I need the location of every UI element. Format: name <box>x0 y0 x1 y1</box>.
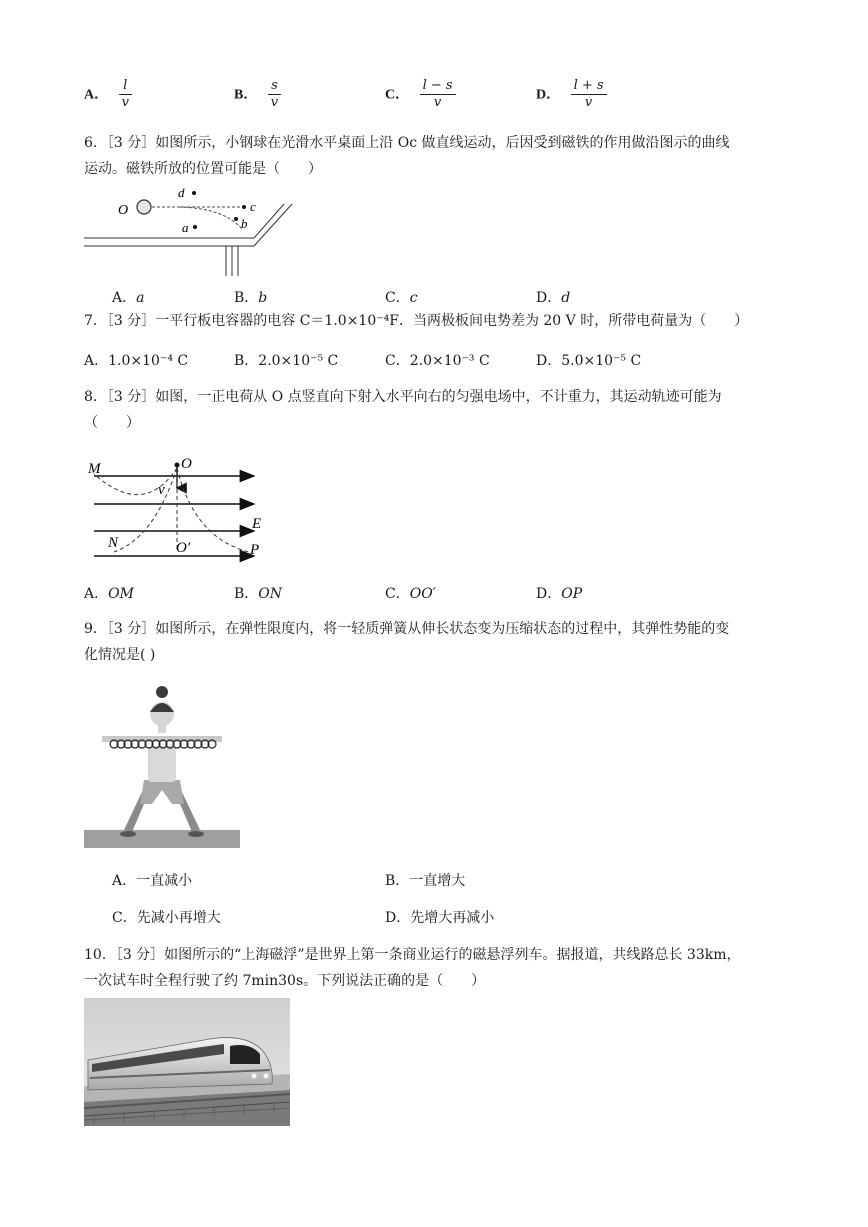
q8-label-o-prime: O′ <box>176 540 191 556</box>
q6-label-b: b <box>241 216 248 231</box>
q6-table-side-edge <box>254 204 284 238</box>
q8-label-v: v <box>158 482 165 498</box>
q8-stem: 8．［3 分］如图，一正电荷从 O 点竖直向下射入水平向右的匀强电场中，不计重力，其运动轨迹可能为 （ ） <box>84 389 722 431</box>
q10-maglev-train-photo <box>84 998 290 1126</box>
q6-option-d[interactable]: D．d <box>536 290 571 306</box>
q8-option-d[interactable]: D．OP <box>536 586 583 602</box>
q6-label-a: a <box>182 220 189 235</box>
q5-option-c[interactable]: C． $\frac{l - s}{v}$ <box>385 78 456 111</box>
q6-option-b[interactable]: B．b <box>234 290 268 306</box>
q8-label-e: E <box>252 516 262 532</box>
q10-headlight <box>252 1074 257 1079</box>
q8-electric-field-figure <box>84 448 284 564</box>
q5-option-a[interactable]: A． $\frac{l}{v}$ <box>84 78 132 111</box>
q8-label-o: O <box>181 456 192 472</box>
q10-stem: 10．［3 分］如图所示的“上海磁浮”是世界上第一条商业运行的磁悬浮列车。据报道，共线路总长 33km， 一次试车时全程行驶了约 7min30s。下列说法正确的是（ ） <box>84 947 741 989</box>
q9-arms <box>102 736 222 742</box>
q6-table-side-edge-2 <box>254 204 292 246</box>
q5-option-b[interactable]: B． $\frac{s}{v}$ <box>234 78 281 111</box>
q6-stem: 6．［3 分］如图所示，小钢球在光滑水平桌面上沿 Oc 做直线运动，后因受到磁铁的作用做沿图示的曲线 运动。磁铁所放的位置可能是（ ） <box>84 135 730 177</box>
q7-stem: 7．［3 分］一平行板电容器的电容 C＝1.0×10⁻⁴F．当两极板间电势差为 20 V 时，所带电荷量为（ ） <box>84 313 749 329</box>
q6-label-c: c <box>250 199 256 214</box>
q9-left-foot <box>120 831 136 837</box>
q6-option-a[interactable]: A．a <box>112 290 145 306</box>
q5-option-d-fraction: $\frac{l + s}{v}$ <box>571 78 607 111</box>
q8-label-m: M <box>88 461 101 477</box>
q6-steel-ball <box>137 200 151 214</box>
q7-option-c[interactable]: C．2.0×10⁻³ C <box>385 353 490 369</box>
q6-label-d: d <box>178 185 185 200</box>
q8-option-a[interactable]: A．OM <box>84 586 134 602</box>
q6-point-c <box>242 205 246 209</box>
q9-hair-bun <box>156 686 168 698</box>
q7-option-b[interactable]: B．2.0×10⁻⁵ C <box>234 353 339 369</box>
q6-label-o: O <box>118 203 129 218</box>
q9-option-a[interactable]: A．一直减小 <box>112 873 193 889</box>
q6-option-c[interactable]: C．c <box>385 290 418 306</box>
q6-point-a <box>193 225 197 229</box>
q9-neck <box>158 725 166 733</box>
q6-point-d <box>192 191 196 195</box>
q8-option-b[interactable]: B．ON <box>234 586 283 602</box>
q5-option-d[interactable]: D． $\frac{l + s}{v}$ <box>536 78 607 111</box>
q9-right-foot <box>188 831 204 837</box>
q5-option-b-fraction: $\frac{s}{v}$ <box>268 78 281 111</box>
q10-headlight-2 <box>264 1074 269 1079</box>
q8-label-p: P <box>250 542 260 558</box>
q5-option-c-fraction: $\frac{l - s}{v}$ <box>420 78 456 111</box>
q9-option-d[interactable]: D．先增大再减小 <box>385 910 495 926</box>
q7-option-d[interactable]: D．5.0×10⁻⁵ C <box>536 353 642 369</box>
q9-torso <box>148 746 176 782</box>
q8-option-c[interactable]: C．OO′ <box>385 586 436 602</box>
q7-option-a[interactable]: A．1.0×10⁻⁴ C <box>84 353 189 369</box>
q5-option-a-fraction: $\frac{l}{v}$ <box>119 78 132 111</box>
q9-option-c[interactable]: C．先减小再增大 <box>112 910 221 926</box>
q6-table-figure <box>84 184 294 280</box>
q6-point-b <box>234 217 238 221</box>
q9-spring-girl-figure <box>84 680 244 850</box>
q9-shorts <box>140 780 184 804</box>
q9-option-b[interactable]: B．一直增大 <box>385 873 466 889</box>
q9-exercise-mat <box>84 830 240 848</box>
q9-stem: 9．［3 分］如图所示，在弹性限度内，将一轻质弹簧从伸长状态变为压缩状态的过程中，其弹性势能的变 化情况是( ) <box>84 621 730 663</box>
q8-label-n: N <box>108 535 119 551</box>
q9-hair <box>150 703 174 712</box>
